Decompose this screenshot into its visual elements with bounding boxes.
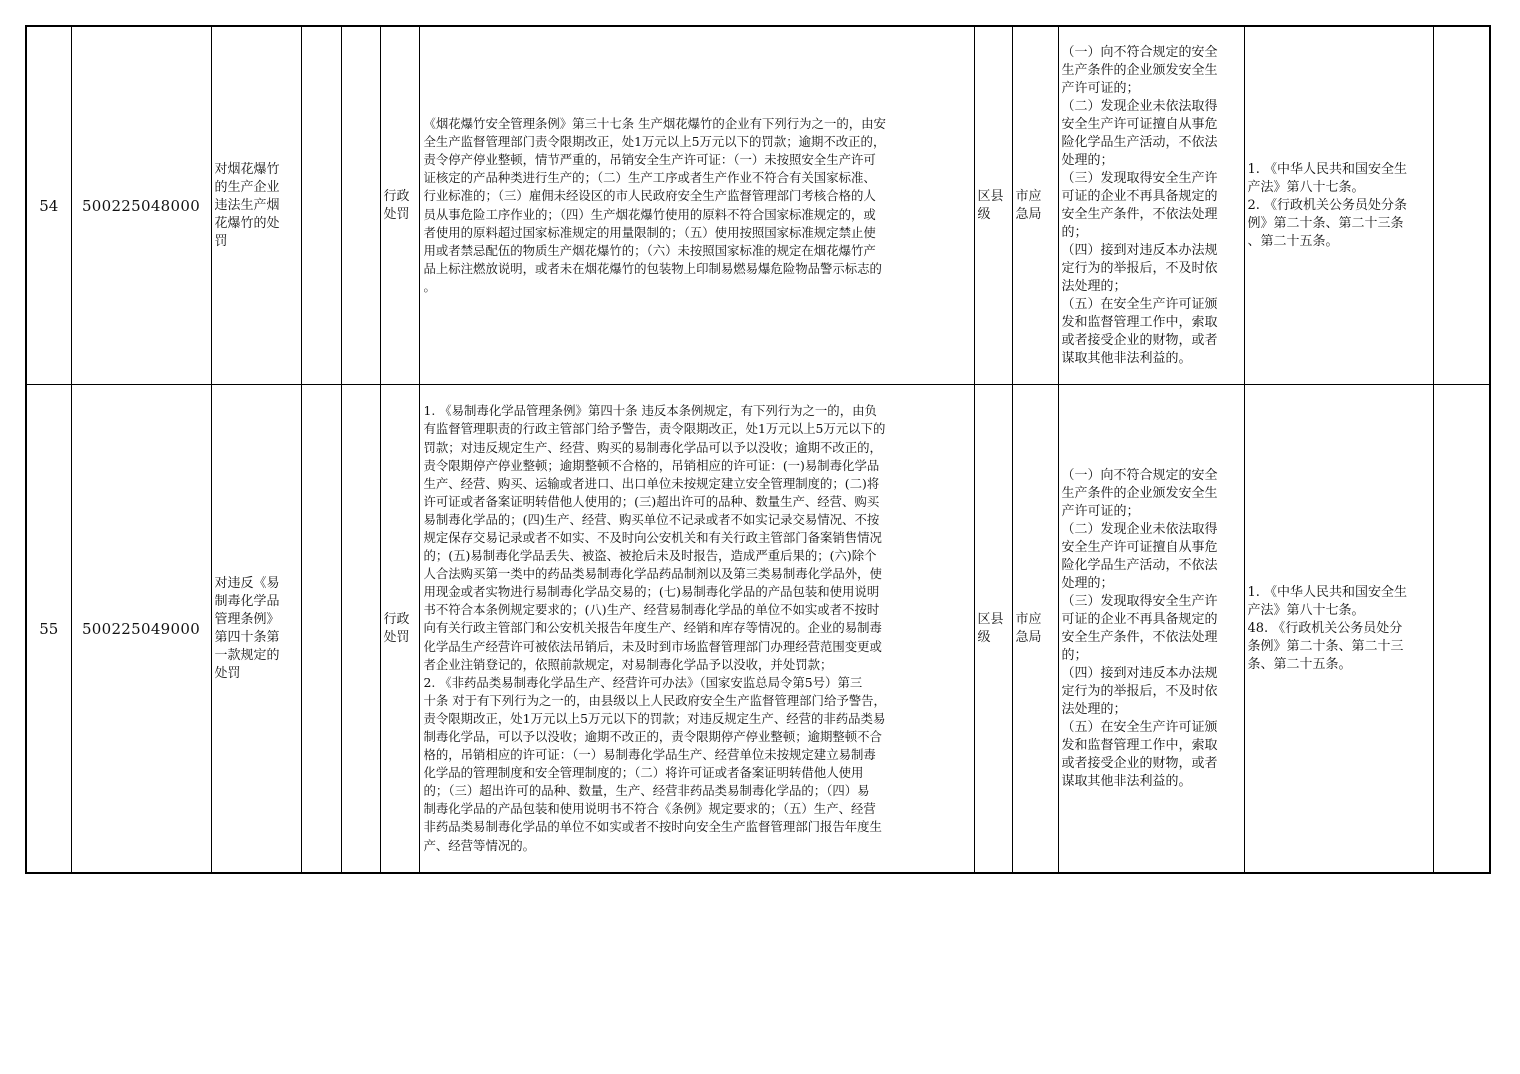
text-line: 区县	[977, 611, 1004, 627]
text-line: 安全生产许可证擅自从事危	[1061, 116, 1218, 132]
text-line: 处理的；	[1061, 575, 1114, 591]
text-line: 管理条例》	[214, 611, 280, 627]
text-line: 行政	[383, 188, 410, 204]
text-line: 的；(五)易制毒化学品丢失、被盗、被抢后未及时报告，造成严重后果的；(六)除个	[423, 548, 877, 564]
text-line: 处罚	[383, 206, 410, 222]
text-line: 产法》第八十七条。	[1247, 602, 1365, 618]
text-line: 行业标准的；（三）雇佣未经设区的市人民政府安全生产监督管理部门考核合格的人	[423, 188, 876, 204]
text-line: 谋取其他非法利益的。	[1061, 773, 1192, 789]
text-line: 第四十条第	[214, 629, 280, 645]
text-line: 定行为的举报后，不及时依	[1061, 260, 1218, 276]
text-line: 处罚	[214, 665, 241, 681]
text-line: 十条 对于有下列行为之一的，由县级以上人民政府安全生产监督管理部门给予警告，	[423, 692, 886, 708]
text-line: 员从事危险工序作业的；（四）生产烟花爆竹使用的原料不符合国家标准规定的，或	[423, 206, 876, 222]
text-line: 48. 《行政机关公务员处分	[1247, 620, 1403, 636]
text-line: 责令限期停产停业整顿；逾期整顿不合格的，吊销相应的许可证：(一)易制毒化学品	[423, 457, 880, 473]
text-line: 谋取其他非法利益的。	[1061, 350, 1192, 366]
department-cell	[1012, 26, 1058, 385]
text-line: （一）向不符合规定的安全	[1061, 467, 1218, 483]
text-line: 市应	[1015, 188, 1042, 204]
text-line: 生产条件的企业颁发安全生	[1061, 485, 1218, 501]
text-line: 的；	[1061, 647, 1088, 663]
legal-basis-cell	[419, 26, 974, 385]
law-basis-cell	[1244, 385, 1433, 874]
text-line: 向有关行政主管部门和公安机关报告年度生产、经销和库存等情况的。企业的易制毒	[423, 620, 882, 636]
text-line: 级	[977, 629, 991, 645]
text-line: 责令限期改正，处1万元以上5万元以下的罚款；对违反规定生产、经营的非药品类易	[423, 710, 886, 726]
text-line: 急局	[1015, 206, 1042, 222]
item-name-cell	[211, 385, 301, 874]
text-line: 安全生产条件，不依法处理	[1061, 206, 1218, 222]
empty-cell	[341, 385, 380, 874]
text-line: 安全生产许可证擅自从事危	[1061, 539, 1218, 555]
text-line: 品上标注燃放说明，或者未在烟花爆竹的包装物上印制易燃易爆危险物品警示标志的	[423, 260, 882, 276]
text-line: 证核定的产品种类进行生产的；（二）生产工序或者生产作业不符合有关国家标准、	[423, 170, 876, 186]
table-row	[26, 26, 1490, 385]
text-line: 。	[423, 278, 436, 294]
type-cell	[380, 385, 419, 874]
text-line: 书不符合本条例规定要求的；(八)生产、经营易制毒化学品的单位不如实或者不按时	[423, 602, 880, 618]
text-line: 化学品的管理制度和安全管理制度的；（二）将许可证或者备案证明转借他人使用	[423, 765, 864, 781]
text-line: （四）接到对违反本办法规	[1061, 665, 1218, 681]
text-line: 生产条件的企业颁发安全生	[1061, 62, 1218, 78]
empty-cell	[1433, 26, 1490, 385]
text-line: 者企业注销登记的，依照前款规定，对易制毒化学品予以没收，并处罚款；	[423, 656, 833, 672]
text-line: 或者接受企业的财物，或者	[1061, 755, 1218, 771]
text-line: 险化学品生产活动，不依法	[1061, 134, 1218, 150]
text-line: 的生产企业	[214, 179, 280, 195]
text-line: 险化学品生产活动，不依法	[1061, 557, 1218, 573]
text-line: 产许可证的；	[1061, 80, 1140, 96]
text-line: 的；（三）超出许可的品种、数量，生产、经营非药品类易制毒化学品的；（四）易	[423, 783, 870, 799]
text-line: 1. 《易制毒化学品管理条例》第四十条 违反本条例规定，有下列行为之一的，由负	[423, 403, 877, 419]
seq-cell: 55	[26, 385, 71, 874]
text-line: 条、第二十五条。	[1247, 656, 1352, 672]
department-cell	[1012, 385, 1058, 874]
text-line: 罚款；对违反规定生产、经营、购买的易制毒化学品可以予以没收；逾期不改正的，	[423, 439, 882, 455]
text-line: 法处理的；	[1061, 701, 1127, 717]
text-line: 制毒化学品	[214, 593, 280, 609]
text-line: （五）在安全生产许可证颁	[1061, 719, 1218, 735]
text-line: 制毒化学品，可以予以没收；逾期不改正的，责令限期停产停业整顿；逾期整顿不合	[423, 729, 882, 745]
type-cell	[380, 26, 419, 385]
text-line: 1. 《中华人民共和国安全生	[1247, 584, 1408, 600]
text-line: （三）发现取得安全生产许	[1061, 170, 1218, 186]
text-line: 人合法购买第一类中的药品类易制毒化学品药品制剂以及第三类易制毒化学品外，使	[423, 566, 882, 582]
text-line: 处罚	[383, 629, 410, 645]
liability-cell	[1058, 26, 1244, 385]
text-line: 者使用的原料超过国家标准规定的用量限制的；（五）使用按照国家标准规定禁止使	[423, 224, 876, 240]
text-line: 例》第二十条、第二十三条	[1247, 215, 1404, 231]
text-line: 行政	[383, 611, 410, 627]
text-line: 《烟花爆竹安全管理条例》第三十七条 生产烟花爆竹的企业有下列行为之一的，由安	[423, 116, 886, 132]
text-line: （四）接到对违反本办法规	[1061, 242, 1218, 258]
text-line: 发和监督管理工作中，索取	[1061, 737, 1218, 753]
text-line: 用或者禁忌配伍的物质生产烟花爆竹的；（六）未按照国家标准的规定在烟花爆竹产	[423, 242, 876, 258]
text-line: （一）向不符合规定的安全	[1061, 44, 1218, 60]
code-cell: 500225049000	[71, 385, 211, 874]
text-line: 市应	[1015, 611, 1042, 627]
text-line: 定行为的举报后，不及时依	[1061, 683, 1218, 699]
text-line: 用现金或者实物进行易制毒化学品交易的；(七)易制毒化学品的产品包装和使用说明	[423, 584, 880, 600]
text-line: （二）发现企业未依法取得	[1061, 98, 1218, 114]
item-name-cell	[211, 26, 301, 385]
power-list-table	[25, 25, 1491, 874]
empty-cell	[301, 385, 341, 874]
text-line: 罚	[214, 233, 228, 249]
text-line: 处理的；	[1061, 152, 1114, 168]
legal-basis-cell	[419, 385, 974, 874]
text-line: （三）发现取得安全生产许	[1061, 593, 1218, 609]
text-line: 区县	[977, 188, 1004, 204]
text-line: 一款规定的	[214, 647, 280, 663]
text-line: 生产、经营、购买、运输或者进口、出口单位未按规定建立安全管理制度的；(二)将	[423, 475, 880, 491]
text-line: 对违反《易	[214, 575, 280, 591]
text-line: 条例》第二十条、第二十三	[1247, 638, 1404, 654]
text-line: 全生产监督管理部门责令限期改正，处1万元以上5万元以下的罚款；逾期不改正的，	[423, 134, 886, 150]
text-line: 1. 《中华人民共和国安全生	[1247, 161, 1408, 177]
text-line: 2. 《行政机关公务员处分条	[1247, 197, 1408, 213]
text-line: 对烟花爆竹	[214, 161, 280, 177]
text-line: 许可证或者备案证明转借他人使用的；(三)超出许可的品种、数量生产、经营、购买	[423, 493, 880, 509]
law-basis-cell	[1244, 26, 1433, 385]
table-row	[26, 385, 1490, 874]
text-line: 、第二十五条。	[1247, 233, 1339, 249]
text-line: 制毒化学品的产品包装和使用说明书不符合《条例》规定要求的；（五）生产、经营	[423, 801, 876, 817]
empty-cell	[1433, 385, 1490, 874]
text-line: （二）发现企业未依法取得	[1061, 521, 1218, 537]
text-line: 发和监督管理工作中，索取	[1061, 314, 1218, 330]
text-line: （五）在安全生产许可证颁	[1061, 296, 1218, 312]
level-cell	[974, 26, 1012, 385]
text-line: 产法》第八十七条。	[1247, 179, 1365, 195]
text-line: 格的，吊销相应的许可证：（一）易制毒化学品生产、经营单位未按规定建立易制毒	[423, 747, 876, 763]
text-line: 2. 《非药品类易制毒化学品生产、经营许可办法》（国家安监总局令第5号）第三	[423, 674, 863, 690]
text-line: 急局	[1015, 629, 1042, 645]
text-line: 产、经营等情况的。	[423, 837, 536, 853]
text-line: 产许可证的；	[1061, 503, 1140, 519]
text-line: 可证的企业不再具备规定的	[1061, 188, 1218, 204]
text-line: 非药品类易制毒化学品的单位不如实或者不按时向安全生产监督管理部门报告年度生	[423, 819, 882, 835]
text-line: 易制毒化学品的；(四)生产、经营、购买单位不记录或者不如实记录交易情况、不按	[423, 511, 880, 527]
text-line: 违法生产烟	[214, 197, 280, 213]
text-line: 的；	[1061, 224, 1088, 240]
liability-cell	[1058, 385, 1244, 874]
text-line: 法处理的；	[1061, 278, 1127, 294]
text-line: 规定保存交易记录或者不如实、不及时向公安机关和有关行政主管部门备案销售情况	[423, 529, 882, 545]
text-line: 责令停产停业整顿，情节严重的，吊销安全生产许可证：（一）未按照安全生产许可	[423, 152, 876, 168]
text-line: 有监督管理职责的行政主管部门给予警告，责令限期改正，处1万元以上5万元以下的	[423, 421, 886, 437]
text-line: 可证的企业不再具备规定的	[1061, 611, 1218, 627]
seq-cell: 54	[26, 26, 71, 385]
text-line: 安全生产条件，不依法处理	[1061, 629, 1218, 645]
text-line: 花爆竹的处	[214, 215, 280, 231]
text-line: 化学品生产经营许可被依法吊销后，未及时到市场监督管理部门办理经营范围变更或	[423, 638, 882, 654]
empty-cell	[341, 26, 380, 385]
text-line: 或者接受企业的财物，或者	[1061, 332, 1218, 348]
empty-cell	[301, 26, 341, 385]
level-cell	[974, 385, 1012, 874]
code-cell: 500225048000	[71, 26, 211, 385]
text-line: 级	[977, 206, 991, 222]
